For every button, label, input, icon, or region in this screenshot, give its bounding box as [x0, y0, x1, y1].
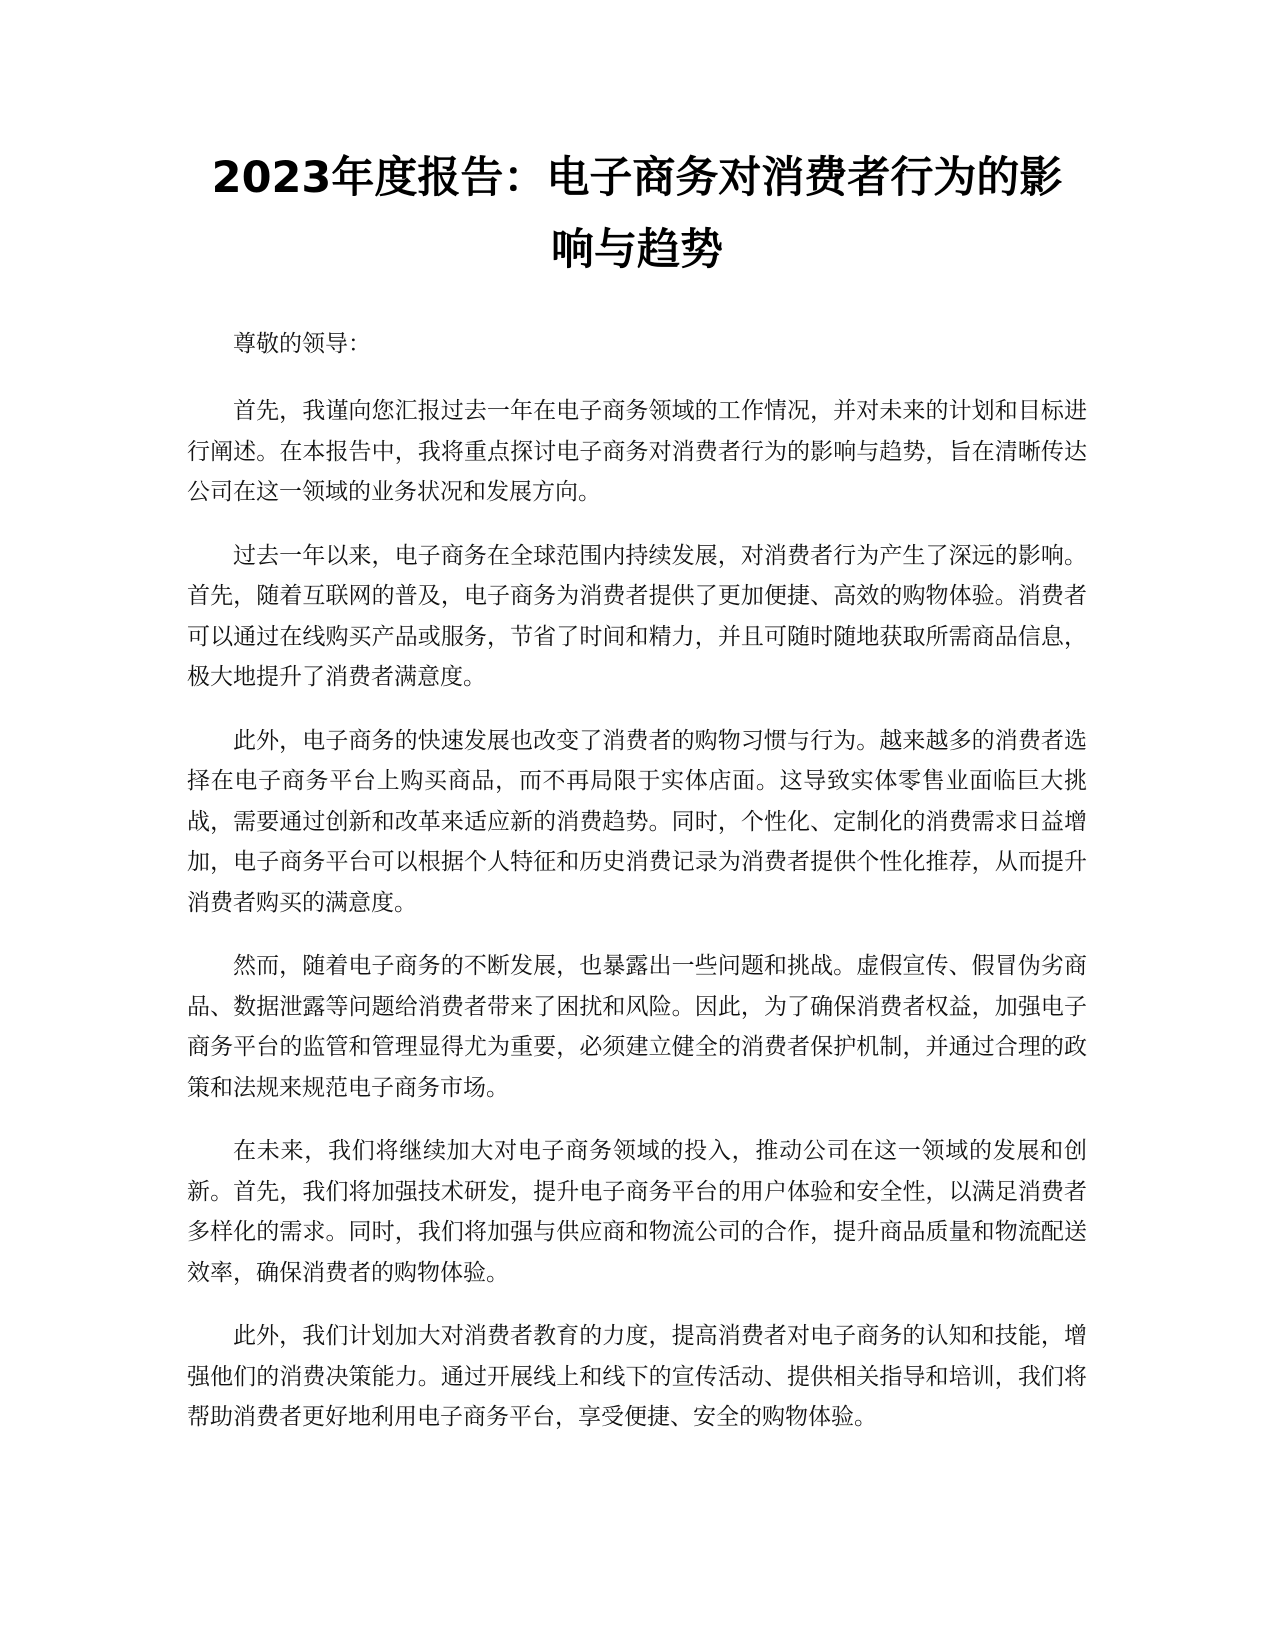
- document-title: [187, 142, 1087, 286]
- document-title-line-2: 响与趋势: [551, 225, 723, 275]
- document-page: [187, 142, 1087, 1438]
- body-paragraph-5: 在未来，我们将继续加大对电子商务领域的投入，推动公司在这一领域的发展和创新。首先，我们将加强技术研发，提升电子商务平台的用户体验和安全性，以满足消费者多样化的需求。同时，我们将加强与供应商和物流公司的合作，提升商品质量和物流配送效率，确保消费者的购物体验。: [187, 1138, 1087, 1286]
- document-body: [187, 391, 1087, 1438]
- body-paragraph-3: 此外，电子商务的快速发展也改变了消费者的购物习惯与行为。越来越多的消费者选择在电子商务平台上购买商品，而不再局限于实体店面。这导致实体零售业面临巨大挑战，需要通过创新和改革来适应新的消费趋势。同时，个性化、定制化的消费需求日益增加，电子商务平台可以根据个人特征和历史消费记录为消费者提供个性化推荐，从而提升消费者购买的满意度。: [187, 727, 1087, 916]
- document-title-line-1: 2023年度报告：电子商务对消费者行为的影: [211, 153, 1063, 203]
- salutation: 尊敬的领导：: [233, 331, 371, 357]
- body-paragraph-4: 然而，随着电子商务的不断发展，也暴露出一些问题和挑战。虚假宣传、假冒伪劣商品、数据泄露等问题给消费者带来了困扰和风险。因此，为了确保消费者权益，加强电子商务平台的监管和管理显得尤为重要，必须建立健全的消费者保护机制，并通过合理的政策和法规来规范电子商务市场。: [187, 953, 1087, 1101]
- body-paragraph-6: 此外，我们计划加大对消费者教育的力度，提高消费者对电子商务的认知和技能，增强他们的消费决策能力。通过开展线上和线下的宣传活动、提供相关指导和培训，我们将帮助消费者更好地利用电子商务平台，享受便捷、安全的购物体验。: [187, 1323, 1087, 1430]
- body-paragraph-2: 过去一年以来，电子商务在全球范围内持续发展，对消费者行为产生了深远的影响。首先，随着互联网的普及，电子商务为消费者提供了更加便捷、高效的购物体验。消费者可以通过在线购买产品或服务，节省了时间和精力，并且可随时随地获取所需商品信息，极大地提升了消费者满意度。: [187, 542, 1087, 690]
- body-paragraph-1: 首先，我谨向您汇报过去一年在电子商务领域的工作情况，并对未来的计划和目标进行阐述。在本报告中，我将重点探讨电子商务对消费者行为的影响与趋势，旨在清晰传达公司在这一领域的业务状况和发展方向。: [187, 398, 1087, 505]
